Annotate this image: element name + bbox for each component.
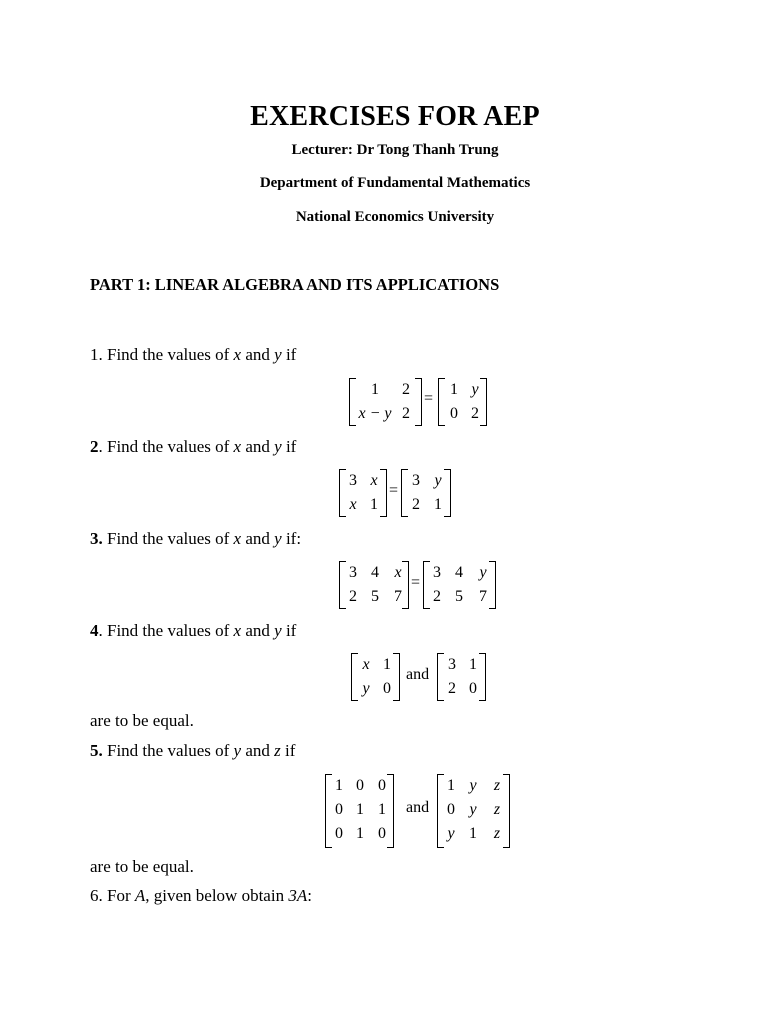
lecturer-line: Lecturer: Dr Tong Thanh Trung bbox=[291, 142, 499, 158]
exercise-4-suffix: are to be equal. bbox=[90, 711, 194, 730]
equals-sign: = bbox=[424, 390, 434, 407]
department-line: Department of Fundamental Mathematics bbox=[259, 175, 531, 191]
university-line: National Economics University bbox=[295, 209, 495, 225]
document-title: EXERCISES FOR AEP bbox=[250, 101, 540, 132]
exercise-5-suffix: are to be equal. bbox=[90, 857, 194, 876]
exercise-1-prompt: 1. Find the values of x and y if bbox=[90, 345, 297, 364]
exercise-3-prompt: 3. Find the values of x and y if: bbox=[90, 529, 302, 548]
equals-sign: = bbox=[389, 482, 399, 499]
and-word: and bbox=[406, 666, 430, 683]
exercise-2-prompt: 2. Find the values of x and y if bbox=[90, 437, 297, 456]
part-heading: PART 1: LINEAR ALGEBRA AND ITS APPLICATIONS bbox=[90, 275, 500, 294]
and-word: and bbox=[406, 799, 430, 816]
exercise-5-prompt: 5. Find the values of y and z if bbox=[90, 741, 296, 760]
equals-sign: = bbox=[411, 574, 421, 591]
exercise-6-prompt: 6. For A, given below obtain 3A: bbox=[90, 886, 312, 905]
exercise-4-prompt: 4. Find the values of x and y if bbox=[90, 621, 297, 640]
